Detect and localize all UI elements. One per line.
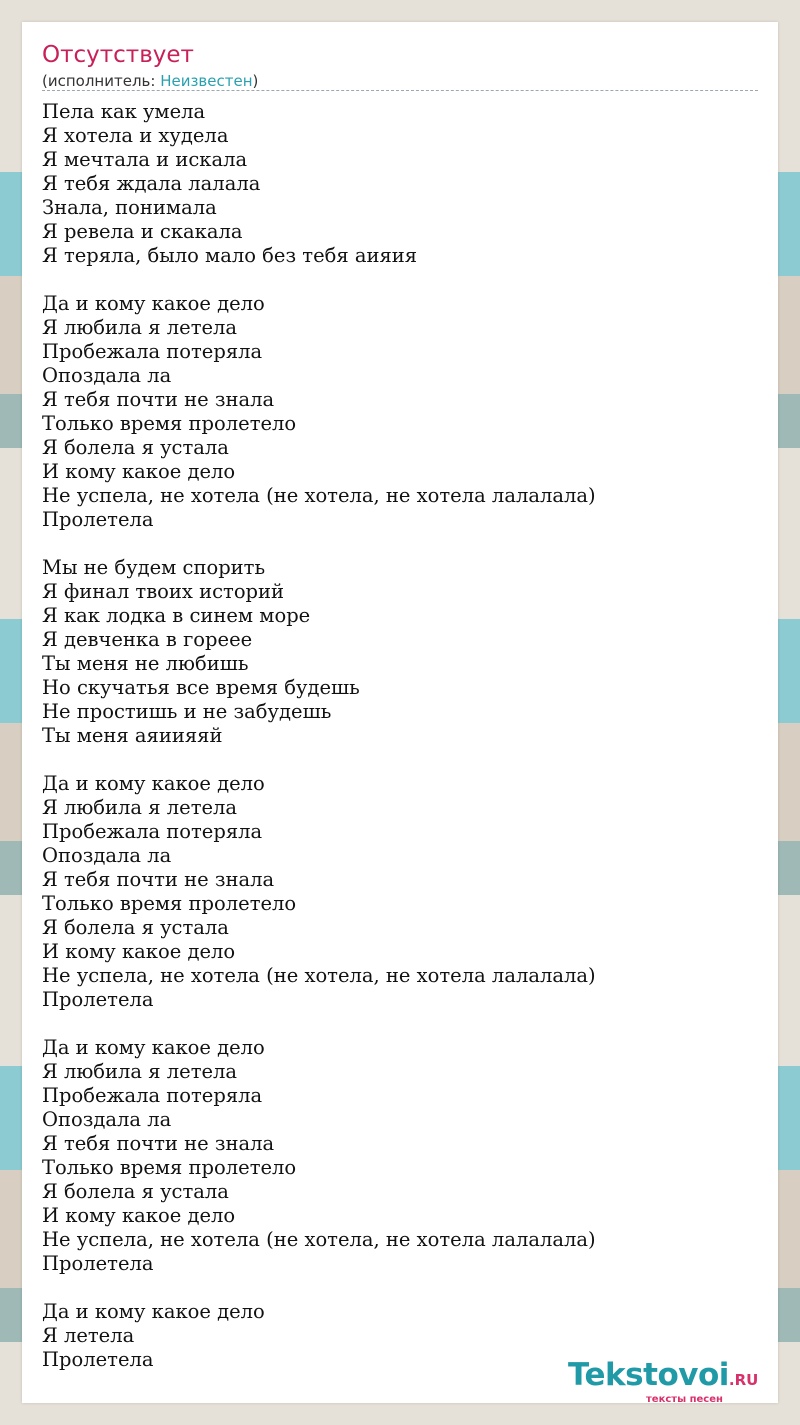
lyric-line: Не успела, не хотела (не хотела, не хотела лалалала): [42, 1228, 596, 1251]
lyric-line: Да и кому какое дело: [42, 772, 265, 795]
lyric-line: Опоздала ла: [42, 844, 172, 867]
lyric-line: Ты меня аяиияяй: [42, 724, 223, 747]
lyric-line: Я любила я летела: [42, 1060, 238, 1083]
lyric-line: Я финал твоих историй: [42, 580, 285, 603]
lyric-line: И кому какое дело: [42, 460, 236, 483]
lyric-line: Я любила я летела: [42, 316, 238, 339]
stanza-gap: [42, 748, 758, 772]
artist-line: [42, 72, 258, 90]
lyric-line: Я болела я устала: [42, 916, 229, 939]
lyric-line: Мы не будем спорить: [42, 556, 266, 579]
title-divider: [42, 90, 758, 91]
lyric-line: Пролетела: [42, 1252, 154, 1275]
lyric-line: Я тебя ждала лалала: [42, 172, 261, 195]
lyrics-card: [22, 22, 778, 1403]
lyric-line: Я тебя почти не знала: [42, 1132, 275, 1155]
stanza-gap: [42, 532, 758, 556]
lyric-line: И кому какое дело: [42, 940, 236, 963]
lyric-line: Пролетела: [42, 508, 154, 531]
lyric-line: Ты меня не любишь: [42, 652, 249, 675]
artist-prefix: (исполнитель:: [42, 72, 161, 90]
lyric-line: Я болела я устала: [42, 1180, 229, 1203]
logo-text: Tekstovoi: [568, 1357, 729, 1393]
logo-tagline: тексты песен: [646, 1394, 723, 1405]
lyric-line: Я ревела и скакала: [42, 220, 243, 243]
lyrics-text: [42, 100, 758, 1372]
lyric-line: Я тебя почти не знала: [42, 868, 275, 891]
lyric-line: Опоздала ла: [42, 364, 172, 387]
lyric-line: Я тебя почти не знала: [42, 388, 275, 411]
lyric-line: Да и кому какое дело: [42, 1300, 265, 1323]
stanza-gap: [42, 268, 758, 292]
lyric-line: Но скучатья все время будешь: [42, 676, 360, 699]
lyric-line: Пролетела: [42, 988, 154, 1011]
lyric-line: Пела как умела: [42, 100, 206, 123]
song-title: Отсутствует: [42, 42, 194, 68]
lyric-line: Опоздала ла: [42, 1108, 172, 1131]
lyric-line: Я болела я устала: [42, 436, 229, 459]
lyric-line: Я любила я летела: [42, 796, 238, 819]
lyric-line: Я как лодка в синем море: [42, 604, 311, 627]
lyric-line: Я хотела и худела: [42, 124, 229, 147]
lyric-line: Пролетела: [42, 1348, 154, 1371]
stanza-gap: [42, 1276, 758, 1300]
lyric-line: Не успела, не хотела (не хотела, не хотела лалалала): [42, 964, 596, 987]
site-logo[interactable]: [568, 1357, 759, 1405]
artist-link[interactable]: Неизвестен: [160, 72, 253, 90]
artist-suffix: ): [252, 72, 259, 90]
lyric-line: Пробежала потеряла: [42, 340, 263, 363]
stanza-gap: [42, 1012, 758, 1036]
lyric-line: Да и кому какое дело: [42, 292, 265, 315]
lyric-line: Я летела: [42, 1324, 135, 1347]
lyric-line: Я девченка в гореее: [42, 628, 253, 651]
lyric-line: Не простишь и не забудешь: [42, 700, 332, 723]
lyric-line: Не успела, не хотела (не хотела, не хотела лалалала): [42, 484, 596, 507]
lyric-line: Я мечтала и искала: [42, 148, 248, 171]
lyric-line: Да и кому какое дело: [42, 1036, 265, 1059]
lyric-line: Пробежала потеряла: [42, 820, 263, 843]
lyric-line: Я теряла, было мало без тебя аияия: [42, 244, 418, 267]
logo-suffix: .RU: [728, 1371, 759, 1389]
lyric-line: Знала, понимала: [42, 196, 217, 219]
lyric-line: Только время пролетело: [42, 892, 297, 915]
lyric-line: Только время пролетело: [42, 1156, 297, 1179]
lyric-line: Пробежала потеряла: [42, 1084, 263, 1107]
lyric-line: Только время пролетело: [42, 412, 297, 435]
lyric-line: И кому какое дело: [42, 1204, 236, 1227]
